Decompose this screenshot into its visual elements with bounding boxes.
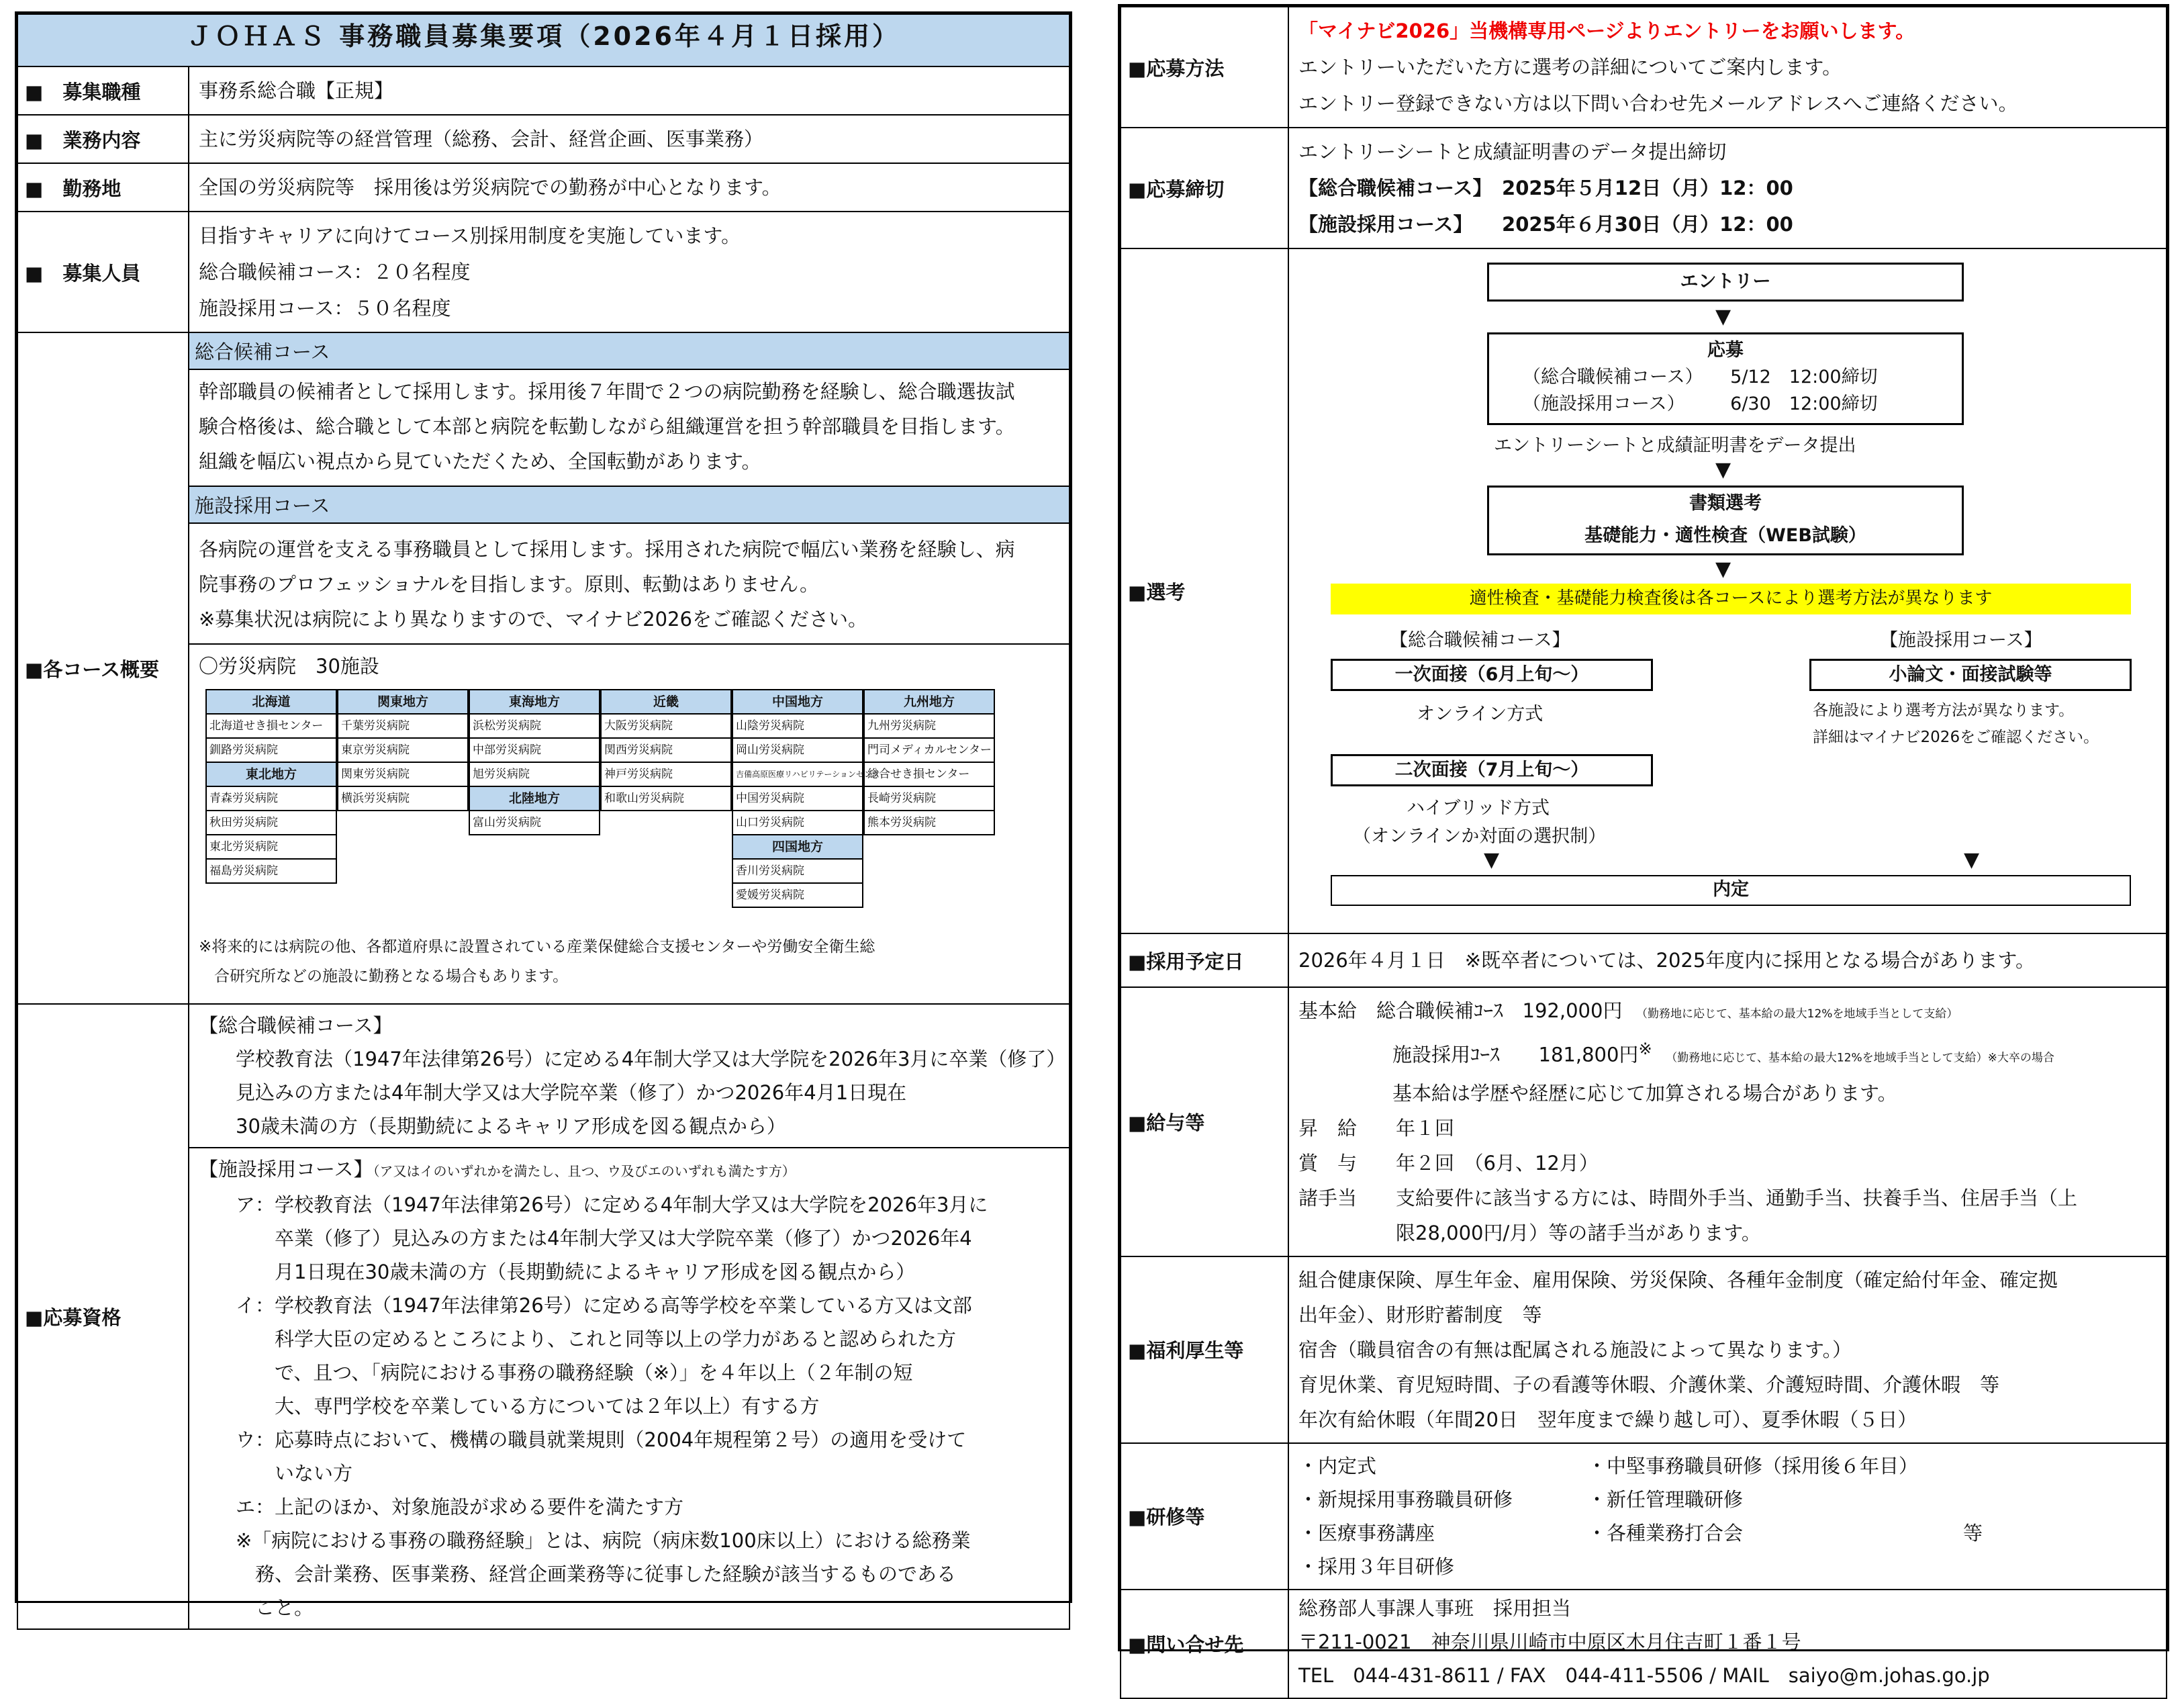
hospital-column	[469, 690, 600, 835]
label-yoteibi: ■採用予定日	[1121, 933, 1288, 987]
hospital-name: 大阪労災病院	[600, 713, 732, 739]
text-line: 30歳未満の方（長期勤続によるキャリア形成を図る観点から）	[236, 1115, 786, 1138]
flow-shoron-note: 詳細はマイナビ2026をご確認ください。	[1813, 729, 2099, 746]
text-line: 賞 与 年２回 （6月、12月）	[1298, 1151, 1599, 1175]
label-kinmuchi: ■ 勤務地	[17, 163, 189, 212]
label-kenshu: ■研修等	[1121, 1443, 1288, 1590]
page-title: ＪＯＨＡＳ 事務職員募集要項（2026年４月１日採用）	[17, 14, 1070, 66]
shisetsu-salary-note: （勤務地に応じて、基本給の最大12%を地域手当として支給）※大卒の場合	[1671, 1051, 2054, 1065]
value-ninzu	[189, 212, 1070, 332]
flow-oubo-note: エントリーシートと成績証明書をデータ提出	[1494, 435, 1856, 456]
hospital-column	[337, 690, 469, 811]
hospital-name: 門司メディカルセンター	[863, 737, 995, 763]
hoho-red: 「マイナビ2026」当機構専用ページよりエントリーをお願いします。	[1298, 19, 1915, 42]
kyuyo-shisetsu	[1298, 1031, 2156, 1076]
value-kenshu	[1288, 1443, 2167, 1590]
row-kinmuchi	[17, 163, 1070, 212]
flow-sogo-head: 【総合職候補コース】	[1390, 630, 1570, 651]
text-line: ※「病院における事務の職務経験」とは、病院（病床数100床以上）における総務業	[236, 1529, 971, 1552]
hospital-name: 青森労災病院	[205, 786, 337, 811]
hospital-name: 釧路労災病院	[205, 737, 337, 763]
region-header: 北海道	[205, 689, 337, 715]
text-line: ・中堅事務職員研修（採用後６年目）	[1587, 1454, 1919, 1477]
hospital-name: 福島労災病院	[205, 858, 337, 884]
hospital-name: 富山労災病院	[469, 810, 600, 835]
label-course: ■各コース概要	[17, 332, 189, 1004]
flow-ichiji: 一次面接（6月上旬～）	[1331, 659, 1653, 691]
row-fukuri	[1121, 1256, 2167, 1443]
ninzu-line: 総合職候補コース：２０名程度	[199, 261, 471, 283]
label-senko: ■選考	[1121, 248, 1288, 933]
kyuyo-sogo	[1298, 993, 2156, 1031]
value-hoho	[1288, 7, 2167, 128]
text-line: 【施設採用コース】 2025年６月30日（月）12：00	[1298, 213, 1793, 236]
row-senko	[1121, 248, 2167, 933]
row-shokushu	[17, 66, 1070, 115]
label-shikaku: ■応募資格	[17, 1004, 189, 1629]
text-line: 組合健康保険、厚生年金、雇用保険、労災保険、各種年金制度（確定給付年金、確定拠	[1298, 1268, 2058, 1291]
text-line: 基本給は学歴や経歴に応じて加算される場合があります。	[1392, 1081, 1897, 1105]
hospital-name: 和歌山労災病院	[600, 786, 732, 811]
shisetsu-qual	[189, 1148, 1069, 1628]
selection-flow	[1289, 249, 2166, 921]
kenshu-col1	[1298, 1449, 1587, 1583]
text-line: 育児休業、育児短時間、子の看護等休暇、介護休業、介護短時間、介護休暇 等	[1298, 1373, 2000, 1396]
hospital-title: 〇労災病院 30施設	[199, 655, 379, 678]
hospital-name: 浜松労災病院	[469, 713, 600, 739]
text-line: ・採用３年目研修	[1298, 1555, 1455, 1578]
label-shokushu: ■ 募集職種	[17, 66, 189, 115]
text-line: ・新任管理職研修	[1587, 1487, 1744, 1511]
shisetsu-course-head: 施設採用コース	[189, 486, 1069, 524]
shisetsu-course-desc	[189, 524, 1069, 645]
ninzu-line: 施設採用コース：５０名程度	[199, 297, 451, 320]
hospital-name: 吉備高原医療リハビリテーションセンター	[732, 762, 863, 787]
row-gyomu	[17, 115, 1070, 163]
hospital-name: 関西労災病院	[600, 737, 732, 763]
shisetsu-qual-body	[199, 1188, 1059, 1624]
sogo-qual-body	[199, 1042, 1066, 1143]
sogo-qual	[189, 1005, 1069, 1148]
text-line: いない方	[236, 1462, 353, 1485]
hospital-section	[189, 645, 1069, 995]
hospital-name: 愛媛労災病院	[732, 882, 863, 908]
arrow-down-icon: ▼	[1715, 557, 1731, 581]
title-row	[17, 14, 1070, 66]
hospital-name: 中部労災病院	[469, 737, 600, 763]
sogo-course-desc	[189, 370, 1069, 486]
hospital-name: 北海道せき損センター	[205, 713, 337, 739]
text-line: 卒業（修了）見込みの方または4年制大学又は大学院卒業（修了）かつ2026年4	[236, 1227, 972, 1250]
label-hoho: ■応募方法	[1121, 7, 1288, 128]
ninzu-line: 目指すキャリアに向けてコース別採用制度を実施しています。	[199, 224, 741, 247]
shisetsu-salary: 施設採用ｺｰｽ 181,800円	[1392, 1043, 1639, 1066]
left-panel	[15, 11, 1072, 1619]
text-line: 見込みの方または4年制大学又は大学院卒業（修了）かつ2026年4月1日現在	[236, 1081, 907, 1104]
arrow-down-icon: ▼	[1715, 458, 1731, 481]
text-line: 宿舎（職員宿舎の有無は配属される施設によって異なります。）	[1298, 1338, 1852, 1361]
region-header: 東海地方	[469, 689, 600, 715]
value-kinmuchi: 全国の労災病院等 採用後は労災病院での勤務が中心となります。	[189, 163, 1070, 212]
value-course	[189, 332, 1070, 1004]
flow-shoron: 小論文・面接試験等	[1809, 659, 2132, 691]
flow-shoron-note: 各施設により選考方法が異なります。	[1813, 702, 2075, 719]
contact-line: TEL 044-431-8611 / FAX 044-411-5506 / MAIL saiyo@m.johas.go.jp	[1298, 1663, 1990, 1687]
value-kyuyo	[1288, 987, 2167, 1256]
region-header: 中国地方	[732, 689, 863, 715]
text-line: 科学大臣の定めるところにより、これと同等以上の学力があると認められた方	[236, 1328, 957, 1350]
text-line: エントリーいただいた方に選考の詳細についてご案内します。	[1298, 56, 1842, 79]
text-line: 学校教育法（1947年法律第26号）に定める4年制大学又は大学院を2026年3月に卒業（修了）	[236, 1048, 1066, 1070]
hospital-name: 関東労災病院	[337, 762, 469, 787]
shisetsu-qual-head: 【施設採用コース】	[199, 1158, 373, 1181]
left-table	[17, 13, 1070, 1630]
region-header: 九州地方	[863, 689, 995, 715]
row-course	[17, 332, 1070, 1004]
hospital-name: 山口労災病院	[732, 810, 863, 835]
text-line: 諸手当 支給要件に該当する方には、時間外手当、通勤手当、扶養手当、住居手当（上	[1298, 1186, 2078, 1209]
region-header: 四国地方	[732, 834, 863, 860]
hospital-name: 神戸労災病院	[600, 762, 732, 787]
text-line: ウ：応募時点において、機構の職員就業規則（2004年規程第２号）の適用を受けて	[236, 1428, 967, 1451]
hospital-name: 熊本労災病院	[863, 810, 995, 835]
text-line: ・医療事務講座	[1298, 1521, 1435, 1545]
region-header: 近畿	[600, 689, 732, 715]
row-kenshu	[1121, 1443, 2167, 1590]
row-kyuyo	[1121, 987, 2167, 1256]
row-ninzu	[17, 212, 1070, 332]
text-line: で、且つ、「病院における事務の職務経験（※）」を４年以上（２年制の短	[236, 1361, 913, 1384]
text-line: 院事務のプロフェッショナルを目指します。原則、転勤はありません。	[199, 573, 819, 596]
flow-hybrid-note: （オンラインか対面の選択制）	[1353, 826, 1607, 847]
hospital-name: 東京労災病院	[337, 737, 469, 763]
shisetsu-qual-sub: （ア又はイのいずれかを満たし、且つ、ウ及びエのいずれも満たす方）	[373, 1163, 796, 1179]
flow-oubo-title: 応募	[1707, 340, 1744, 361]
sogo-salary: 総合職候補ｺｰｽ 192,000円	[1376, 999, 1623, 1022]
sogo-course-head: 総合候補コース	[189, 333, 1069, 370]
text-line: ・内定式	[1298, 1454, 1377, 1477]
row-shimekiri	[1121, 128, 2167, 248]
value-shikaku	[189, 1004, 1070, 1629]
hospital-name: 千葉労災病院	[337, 713, 469, 739]
label-gyomu: ■ 業務内容	[17, 115, 189, 163]
value-toiawase	[1288, 1590, 2167, 1698]
kenshu-etc: 等	[1963, 1521, 1983, 1545]
flow-kiso: 基礎能力・適性検査（WEB試験）	[1584, 525, 1866, 546]
hospital-name: 東北労災病院	[205, 834, 337, 860]
flow-online: オンライン方式	[1417, 704, 1544, 725]
kihon-label: 基本給	[1298, 999, 1358, 1022]
text-line: エントリーシートと成績証明書のデータ提出締切	[1298, 140, 1727, 163]
flow-shorui-title: 書類選考	[1689, 493, 1762, 514]
value-senko	[1288, 248, 2167, 933]
region-header: 関東地方	[337, 689, 469, 715]
row-hoho	[1121, 7, 2167, 128]
right-panel	[1118, 4, 2169, 1687]
text-line: ・各種業務打合会	[1587, 1521, 1744, 1545]
right-table	[1120, 6, 2167, 1699]
hospital-column	[205, 690, 337, 884]
row-toiawase	[1121, 1590, 2167, 1698]
label-toiawase: ■問い合せ先	[1121, 1590, 1288, 1698]
text-line: 月1日現在30歳未満の方（長期勤続によるキャリア形成を図る観点から）	[236, 1260, 916, 1283]
text-line: 【総合職候補コース】	[199, 1014, 393, 1037]
value-fukuri	[1288, 1256, 2167, 1443]
kenshu-col2	[1587, 1449, 1963, 1583]
flow-oubo	[1487, 332, 1964, 425]
hospital-grid	[199, 690, 1059, 932]
label-ninzu: ■ 募集人員	[17, 212, 189, 332]
hospital-column	[863, 690, 995, 835]
text-line: イ：学校教育法（1947年法律第26号）に定める高等学校を卒業している方又は文部	[236, 1294, 972, 1317]
text-line: エントリー登録できない方は以下問い合わせ先メールアドレスへご連絡ください。	[1298, 92, 2018, 115]
flow-niji: 二次面接（7月上旬～）	[1331, 754, 1653, 786]
text-line: ※将来的には病院の他、各都道府県に設置されている産業保健総合支援センターや労働安全衛生総	[199, 938, 875, 956]
text-line: エ：上記のほか、対象施設が求める要件を満たす方	[236, 1496, 684, 1518]
hospital-name: 中国労災病院	[732, 786, 863, 811]
hospital-name: 九州労災病院	[863, 713, 995, 739]
flow-naitei: 内定	[1331, 875, 2131, 906]
text-line: ・新規採用事務職員研修	[1298, 1487, 1513, 1511]
region-header: 東北地方	[205, 762, 337, 787]
text-line: 務、会計業務、医事業務、経営企画業務等に従事した経験が該当するものである	[236, 1563, 957, 1586]
hospital-name: 横浜労災病院	[337, 786, 469, 811]
flow-oubo-line: （総合職候補コース） 5/12 12:00締切	[1523, 367, 1878, 387]
value-shokushu: 事務系総合職【正規】	[189, 66, 1070, 115]
salary-mark: ※	[1638, 1040, 1652, 1058]
arrow-down-icon: ▼	[1715, 305, 1731, 328]
label-kyuyo: ■給与等	[1121, 987, 1288, 1256]
value-shimekiri	[1288, 128, 2167, 248]
hospital-name: 長崎労災病院	[863, 786, 995, 811]
text-line: 出年金）、財形貯蓄制度 等	[1298, 1303, 1542, 1326]
label-shimekiri: ■応募締切	[1121, 128, 1288, 248]
text-line: 〒211-0021 神奈川県川崎市中原区木月住吉町１番１号	[1298, 1630, 1801, 1653]
flow-yellow-note: 適性検査・基礎能力検査後は各コースにより選考方法が異なります	[1331, 584, 2131, 614]
hospital-name: 総合せき損センター	[863, 762, 995, 787]
text-line: 合研究所などの施設に勤務となる場合もあります。	[199, 968, 569, 985]
row-shikaku	[17, 1004, 1070, 1629]
arrow-down-icon: ▼	[1964, 848, 1980, 872]
sogo-salary-note: （勤務地に応じて、基本給の最大12%を地域手当として支給）	[1642, 1007, 1958, 1021]
text-line: 限28,000円/月）等の諸手当があります。	[1298, 1221, 1761, 1244]
text-line: 各病院の運営を支える事務職員として採用します。採用された病院で幅広い業務を経験し、病	[199, 538, 1015, 561]
text-line	[199, 1152, 1059, 1188]
hospital-name: 香川労災病院	[732, 858, 863, 884]
value-gyomu: 主に労災病院等の経営管理（総務、会計、経営企画、医事業務）	[189, 115, 1070, 163]
kenshu-cols	[1298, 1449, 2156, 1583]
region-header: 北陸地方	[469, 786, 600, 811]
hospital-column	[732, 690, 888, 908]
flow-hybrid: ハイブリッド方式	[1407, 798, 1550, 819]
flow-oubo-line: （施設採用コース） 6/30 12:00締切	[1523, 394, 1878, 414]
text-line: 大、専門学校を卒業している方については２年以上）有する方	[236, 1395, 820, 1418]
hospital-name: 旭労災病院	[469, 762, 600, 787]
hospital-name: 山陰労災病院	[732, 713, 863, 739]
flow-shorui	[1487, 486, 1964, 555]
hospital-name: 岡山労災病院	[732, 737, 863, 763]
value-yoteibi: 2026年４月１日 ※既卒者については、2025年度内に採用となる場合があります。	[1288, 933, 2167, 987]
hospital-name: 秋田労災病院	[205, 810, 337, 835]
text-line: ※募集状況は病院により異なりますので、マイナビ2026をご確認ください。	[199, 608, 867, 631]
row-yoteibi	[1121, 933, 2167, 987]
text-line: 年次有給休暇（年間20日 翌年度まで繰り越し可）、夏季休暇（５日）	[1298, 1408, 1917, 1431]
label-fukuri: ■福利厚生等	[1121, 1256, 1288, 1443]
text-line: 総務部人事課人事班 採用担当	[1298, 1596, 1572, 1620]
flow-shisetsu-head: 【施設採用コース】	[1880, 630, 2042, 651]
text-line: こと。	[236, 1596, 314, 1619]
text-line: 昇 給 年１回	[1298, 1116, 1455, 1140]
text-line: 【総合職候補コース】 2025年５月12日（月）12：00	[1298, 177, 1793, 199]
flow-entry: エントリー	[1487, 263, 1964, 302]
text-line: ア：学校教育法（1947年法律第26号）に定める4年制大学又は大学院を2026年3月に	[236, 1193, 988, 1216]
arrow-down-icon: ▼	[1484, 848, 1500, 872]
text-line: 組織を幅広い視点から見ていただくため、全国転勤があります。	[199, 450, 761, 473]
hospital-footnote	[199, 932, 1059, 991]
hospital-column	[600, 690, 732, 811]
text-line: 験合格後は、総合職として本部と病院を転勤しながら組織運営を担う幹部職員を目指します。	[199, 415, 1015, 438]
text-line: 幹部職員の候補者として採用します。採用後７年間で２つの病院勤務を経験し、総合職選抜試	[199, 380, 1015, 403]
